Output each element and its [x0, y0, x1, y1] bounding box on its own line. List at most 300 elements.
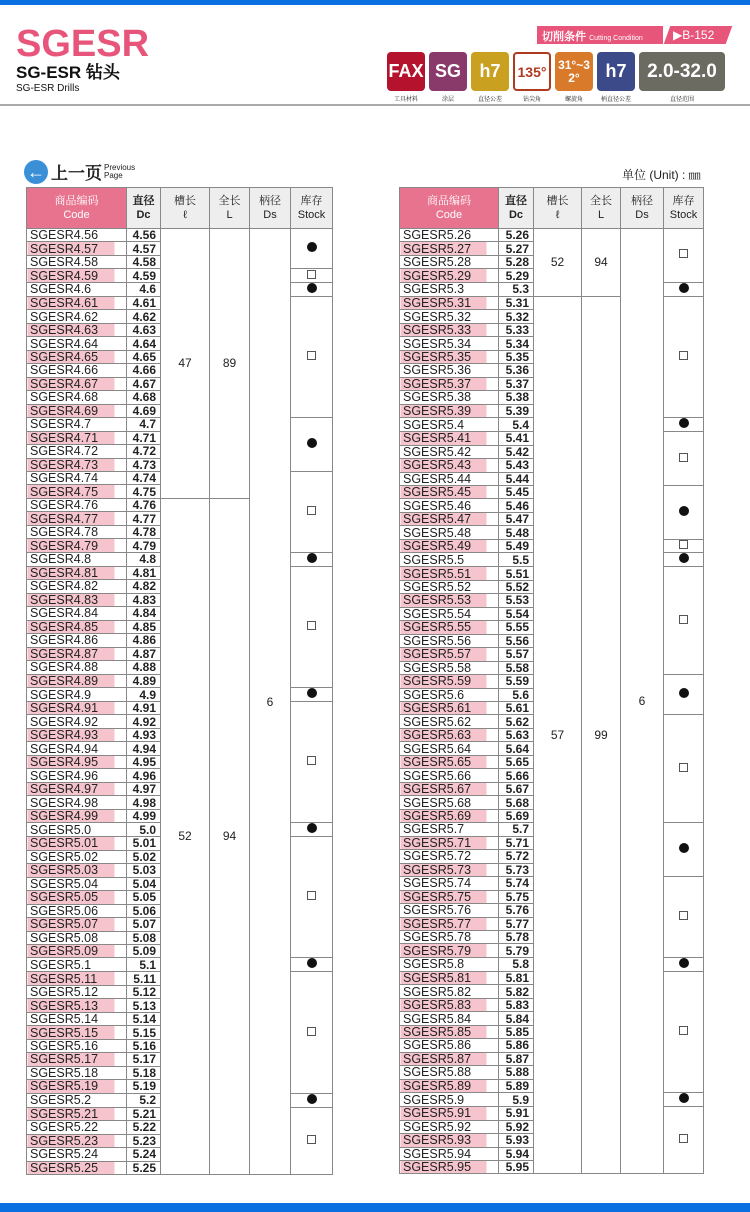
product-code[interactable]: SGESR5.18: [27, 1066, 127, 1079]
diameter: 5.84: [499, 1012, 534, 1025]
product-code[interactable]: SGESR4.93: [27, 728, 127, 741]
product-code[interactable]: SGESR5.41: [400, 432, 499, 445]
product-code[interactable]: SGESR5.22: [27, 1121, 127, 1134]
product-code[interactable]: SGESR5.09: [27, 944, 127, 957]
filled-circle-icon: [679, 283, 689, 293]
product-code[interactable]: SGESR5.7: [400, 823, 499, 836]
diameter: 5.35: [499, 350, 534, 363]
product-code[interactable]: SGESR4.61: [27, 296, 127, 309]
diameter: 5.25: [127, 1161, 161, 1174]
column-header-flute: [161, 188, 210, 229]
empty-square-icon: [307, 1027, 316, 1036]
product-code[interactable]: SGESR5.24: [27, 1148, 127, 1161]
made-to-order-cell: [291, 972, 333, 1093]
column-header-len: [210, 188, 250, 229]
product-code[interactable]: SGESR4.59: [27, 269, 127, 282]
product-code[interactable]: SGESR5.52: [400, 580, 499, 593]
product-code[interactable]: SGESR5.49: [400, 539, 499, 552]
empty-square-icon: [679, 763, 688, 772]
product-code[interactable]: SGESR4.6: [27, 282, 127, 296]
diameter: 5.45: [499, 485, 534, 498]
diameter: 4.76: [127, 498, 161, 511]
diameter: 5.43: [499, 459, 534, 472]
product-code[interactable]: SGESR5.08: [27, 931, 127, 944]
table-row: [400, 229, 704, 242]
in-stock-cell: [291, 688, 333, 702]
in-stock-cell: [291, 229, 333, 269]
made-to-order-cell: [664, 877, 704, 958]
product-code[interactable]: SGESR5.4: [400, 418, 499, 432]
product-code[interactable]: SGESR4.77: [27, 512, 127, 525]
product-code[interactable]: SGESR5.62: [400, 715, 499, 728]
product-code[interactable]: SGESR5.0: [27, 823, 127, 837]
diameter: 4.8: [127, 552, 161, 566]
diameter: 5.14: [127, 1012, 161, 1025]
back-label-en-2: Page: [104, 170, 123, 180]
made-to-order-cell: [664, 296, 704, 417]
diameter: 4.68: [127, 391, 161, 404]
diameter: 5.21: [127, 1107, 161, 1120]
product-code[interactable]: SGESR4.76: [27, 498, 127, 511]
product-code[interactable]: SGESR4.68: [27, 391, 127, 404]
product-code[interactable]: SGESR5.8: [400, 957, 499, 971]
diameter: 5.2: [127, 1093, 161, 1107]
product-code[interactable]: SGESR5.74: [400, 877, 499, 890]
product-code[interactable]: SGESR5.02: [27, 850, 127, 863]
diameter: 5.31: [499, 296, 534, 309]
empty-square-icon: [307, 1135, 316, 1144]
diameter: 5.94: [499, 1147, 534, 1160]
product-code[interactable]: SGESR5.06: [27, 904, 127, 917]
filled-circle-icon: [679, 1093, 689, 1103]
product-code[interactable]: SGESR5.23: [27, 1134, 127, 1147]
product-code[interactable]: SGESR4.94: [27, 742, 127, 755]
spec-icon-value: 31°~32°: [555, 52, 593, 91]
spec-icon: [555, 52, 593, 103]
product-code[interactable]: SGESR5.53: [400, 594, 499, 607]
empty-square-icon: [307, 756, 316, 765]
empty-square-icon: [679, 1134, 688, 1143]
product-code[interactable]: SGESR5.88: [400, 1066, 499, 1079]
column-header-label: 直径: [132, 195, 155, 207]
made-to-order-cell: [664, 971, 704, 1092]
product-code[interactable]: SGESR5.1: [27, 958, 127, 972]
spec-icon-label: 直径公差: [477, 97, 502, 103]
arrow-left-icon: ←: [24, 160, 48, 184]
column-header-label: 商品编码: [54, 195, 99, 207]
product-code[interactable]: SGESR5.65: [400, 755, 499, 768]
product-code[interactable]: SGESR5.76: [400, 904, 499, 917]
diameter: 5.91: [499, 1107, 534, 1120]
product-code[interactable]: SGESR5.95: [400, 1161, 499, 1174]
diameter: 4.59: [127, 269, 161, 282]
diameter: 5.92: [499, 1120, 534, 1133]
product-code[interactable]: SGESR4.88: [27, 661, 127, 674]
previous-page-button[interactable]: [24, 159, 135, 184]
column-header-label-en: Ds: [635, 209, 649, 221]
diameter: 5.44: [499, 472, 534, 485]
diameter: 4.6: [127, 282, 161, 296]
diameter: 5.53: [499, 594, 534, 607]
product-code[interactable]: SGESR5.94: [400, 1147, 499, 1160]
product-code[interactable]: SGESR4.65: [27, 350, 127, 363]
product-code[interactable]: SGESR4.84: [27, 607, 127, 620]
product-code[interactable]: SGESR4.91: [27, 702, 127, 715]
product-code[interactable]: SGESR5.26: [400, 229, 499, 242]
product-code[interactable]: SGESR4.86: [27, 634, 127, 647]
made-to-order-cell: [664, 1107, 704, 1174]
diameter: 5.03: [127, 864, 161, 877]
product-code[interactable]: SGESR4.56: [27, 229, 127, 242]
product-code[interactable]: SGESR5.85: [400, 1025, 499, 1038]
diameter: 5.73: [499, 863, 534, 876]
diameter: 5.61: [499, 702, 534, 715]
product-code[interactable]: SGESR4.9: [27, 688, 127, 702]
spec-icon: [639, 52, 725, 103]
diameter: 5.39: [499, 404, 534, 417]
diameter: 5.51: [499, 567, 534, 580]
diameter: 5.81: [499, 971, 534, 984]
product-code[interactable]: SGESR5.93: [400, 1134, 499, 1147]
product-code[interactable]: SGESR5.13: [27, 999, 127, 1012]
diameter: 5.24: [127, 1148, 161, 1161]
product-code[interactable]: SGESR5.69: [400, 809, 499, 822]
product-code[interactable]: SGESR5.71: [400, 836, 499, 849]
diameter: 5.05: [127, 891, 161, 904]
product-code[interactable]: SGESR5.07: [27, 918, 127, 931]
product-code[interactable]: SGESR4.7: [27, 418, 127, 431]
product-code[interactable]: SGESR5.87: [400, 1052, 499, 1065]
diameter: 5.29: [499, 269, 534, 282]
product-code[interactable]: SGESR5.66: [400, 769, 499, 782]
column-header-label-en: Code: [435, 209, 463, 221]
product-code[interactable]: SGESR5.58: [400, 661, 499, 674]
back-label-en: Previous: [104, 162, 136, 172]
diameter: 5.58: [499, 661, 534, 674]
column-header-label: 全长: [590, 195, 612, 207]
spec-icon: [387, 52, 425, 103]
diameter: 5.0: [127, 823, 161, 837]
product-code[interactable]: SGESR5.6: [400, 688, 499, 701]
product-code[interactable]: SGESR5.48: [400, 526, 499, 539]
filled-circle-icon: [307, 283, 317, 293]
column-header-label: 柄径: [631, 195, 653, 207]
product-code[interactable]: SGESR5.39: [400, 404, 499, 417]
product-code[interactable]: SGESR5.01: [27, 837, 127, 850]
diameter: 4.83: [127, 593, 161, 606]
diameter: 4.93: [127, 728, 161, 741]
diameter: 5.57: [499, 648, 534, 661]
diameter: 5.59: [499, 675, 534, 688]
diameter: 5.12: [127, 985, 161, 998]
diameter: 5.38: [499, 391, 534, 404]
flute-length: 52: [161, 498, 210, 1174]
diameter: 4.61: [127, 296, 161, 309]
diameter: 4.67: [127, 377, 161, 390]
spec-icon: [597, 52, 635, 103]
product-code[interactable]: SGESR4.97: [27, 782, 127, 795]
product-code[interactable]: SGESR5.63: [400, 728, 499, 741]
diameter: 4.85: [127, 620, 161, 633]
diameter: 4.65: [127, 350, 161, 363]
product-code[interactable]: SGESR5.31: [400, 296, 499, 309]
empty-square-icon: [679, 1026, 688, 1035]
product-code[interactable]: SGESR5.92: [400, 1120, 499, 1133]
product-code[interactable]: SGESR5.05: [27, 891, 127, 904]
in-stock-cell: [664, 823, 704, 877]
diameter: 5.55: [499, 621, 534, 634]
product-code[interactable]: SGESR5.5: [400, 553, 499, 567]
column-header-dc: [127, 188, 161, 229]
column-header-label-en: L: [226, 209, 233, 221]
product-code[interactable]: SGESR4.89: [27, 674, 127, 687]
in-stock-cell: [291, 552, 333, 566]
column-header-stock: [664, 188, 704, 229]
column-header-label: 全长: [218, 195, 241, 207]
product-code[interactable]: SGESR5.2: [27, 1093, 127, 1107]
product-code[interactable]: SGESR5.59: [400, 675, 499, 688]
product-code[interactable]: SGESR4.96: [27, 769, 127, 782]
product-code[interactable]: SGESR5.72: [400, 850, 499, 863]
spec-icon-label: 钻尖角: [522, 97, 541, 103]
product-code[interactable]: SGESR5.04: [27, 877, 127, 890]
column-header-label: 柄径: [259, 195, 281, 207]
product-code[interactable]: SGESR5.73: [400, 863, 499, 876]
shank-diameter: 6: [250, 229, 291, 1175]
in-stock-cell: [664, 957, 704, 971]
product-code[interactable]: SGESR5.34: [400, 337, 499, 350]
diameter: 5.41: [499, 432, 534, 445]
product-code[interactable]: SGESR5.68: [400, 796, 499, 809]
product-code[interactable]: SGESR4.87: [27, 647, 127, 660]
product-code[interactable]: SGESR4.71: [27, 431, 127, 444]
product-code[interactable]: SGESR4.8: [27, 552, 127, 566]
filled-circle-icon: [679, 688, 689, 698]
column-header-len: [582, 188, 621, 229]
filled-circle-icon: [679, 418, 689, 428]
product-code[interactable]: SGESR5.36: [400, 364, 499, 377]
shank-diameter: 6: [621, 229, 664, 1174]
product-code[interactable]: SGESR5.46: [400, 499, 499, 512]
product-code[interactable]: SGESR5.43: [400, 459, 499, 472]
product-code[interactable]: SGESR4.62: [27, 310, 127, 323]
product-code[interactable]: SGESR4.67: [27, 377, 127, 390]
filled-circle-icon: [307, 1094, 317, 1104]
filled-circle-icon: [307, 242, 317, 252]
column-header-label-en: Ds: [263, 209, 277, 221]
product-code[interactable]: SGESR5.15: [27, 1026, 127, 1039]
empty-square-icon: [307, 351, 316, 360]
spec-icon-value: 135°: [513, 52, 551, 91]
product-code[interactable]: SGESR5.67: [400, 782, 499, 795]
product-code[interactable]: SGESR4.64: [27, 337, 127, 350]
product-code[interactable]: SGESR5.89: [400, 1079, 499, 1092]
product-code[interactable]: SGESR5.77: [400, 917, 499, 930]
product-code[interactable]: SGESR4.63: [27, 323, 127, 336]
column-header-dc: [499, 188, 534, 229]
product-code[interactable]: SGESR4.78: [27, 525, 127, 538]
product-code[interactable]: SGESR5.61: [400, 702, 499, 715]
product-code[interactable]: SGESR5.27: [400, 242, 499, 255]
product-code[interactable]: SGESR5.25: [27, 1161, 127, 1174]
in-stock-cell: [664, 675, 704, 715]
product-code[interactable]: SGESR4.83: [27, 593, 127, 606]
product-code[interactable]: SGESR5.29: [400, 269, 499, 282]
product-code[interactable]: SGESR5.38: [400, 391, 499, 404]
spec-icon-value: h7: [471, 52, 509, 91]
diameter: 4.9: [127, 688, 161, 702]
product-code[interactable]: SGESR4.98: [27, 796, 127, 809]
product-code[interactable]: SGESR5.33: [400, 323, 499, 336]
product-code[interactable]: SGESR5.12: [27, 985, 127, 998]
diameter: 5.7: [499, 823, 534, 836]
empty-square-icon: [679, 540, 688, 549]
spec-icon-label: 直径范围: [669, 97, 694, 103]
product-code[interactable]: SGESR5.44: [400, 472, 499, 485]
diameter: 5.83: [499, 998, 534, 1011]
product-code[interactable]: SGESR5.32: [400, 310, 499, 323]
diameter: 5.88: [499, 1066, 534, 1079]
diameter: 4.82: [127, 580, 161, 593]
column-header-flute: [534, 188, 582, 229]
diameter: 5.34: [499, 337, 534, 350]
product-table-right: [399, 187, 704, 1174]
diameter: 4.64: [127, 337, 161, 350]
product-code[interactable]: SGESR4.81: [27, 566, 127, 579]
product-code[interactable]: SGESR4.99: [27, 809, 127, 822]
product-code[interactable]: SGESR4.95: [27, 755, 127, 768]
diameter: 5.1: [127, 958, 161, 972]
column-header-label-en: ℓ: [555, 209, 560, 221]
product-code[interactable]: SGESR5.82: [400, 985, 499, 998]
diameter: 5.85: [499, 1025, 534, 1038]
column-header-label-en: Dc: [508, 209, 524, 221]
product-code[interactable]: SGESR5.79: [400, 944, 499, 957]
column-header-label-en: Dc: [136, 209, 151, 221]
product-code[interactable]: SGESR5.56: [400, 634, 499, 647]
product-code[interactable]: SGESR5.55: [400, 621, 499, 634]
made-to-order-cell: [664, 432, 704, 486]
spec-icon-value: 2.0-32.0: [639, 52, 725, 91]
in-stock-cell: [291, 418, 333, 472]
in-stock-cell: [664, 1093, 704, 1107]
product-code[interactable]: SGESR5.28: [400, 255, 499, 268]
diameter: 5.86: [499, 1039, 534, 1052]
product-code[interactable]: SGESR5.19: [27, 1080, 127, 1093]
product-code[interactable]: SGESR4.69: [27, 404, 127, 417]
product-code[interactable]: SGESR4.92: [27, 715, 127, 728]
spec-icon: [429, 52, 467, 103]
product-code[interactable]: SGESR5.54: [400, 607, 499, 620]
product-code[interactable]: SGESR5.21: [27, 1107, 127, 1120]
product-code[interactable]: SGESR5.9: [400, 1093, 499, 1107]
diameter: 4.66: [127, 364, 161, 377]
product-code[interactable]: SGESR4.66: [27, 364, 127, 377]
product-code[interactable]: SGESR5.91: [400, 1107, 499, 1120]
diameter: 5.04: [127, 877, 161, 890]
product-code[interactable]: SGESR4.57: [27, 242, 127, 255]
column-header-ds: [250, 188, 291, 229]
product-code[interactable]: SGESR4.73: [27, 458, 127, 471]
diameter: 4.7: [127, 418, 161, 431]
made-to-order-cell: [291, 471, 333, 552]
product-code[interactable]: SGESR5.11: [27, 972, 127, 985]
made-to-order-cell: [291, 296, 333, 417]
back-label: 上一页: [51, 164, 102, 183]
product-code[interactable]: SGESR5.86: [400, 1039, 499, 1052]
product-code[interactable]: SGESR4.85: [27, 620, 127, 633]
product-code[interactable]: SGESR5.03: [27, 864, 127, 877]
product-code[interactable]: SGESR5.84: [400, 1012, 499, 1025]
diameter: 5.22: [127, 1121, 161, 1134]
product-code[interactable]: SGESR5.37: [400, 377, 499, 390]
product-code[interactable]: SGESR5.16: [27, 1039, 127, 1052]
diameter: 5.71: [499, 836, 534, 849]
overall-length: 89: [210, 229, 250, 499]
product-code[interactable]: SGESR4.58: [27, 255, 127, 268]
made-to-order-cell: [291, 837, 333, 958]
product-code[interactable]: SGESR5.14: [27, 1012, 127, 1025]
diameter: 5.06: [127, 904, 161, 917]
diameter: 4.91: [127, 702, 161, 715]
empty-square-icon: [307, 621, 316, 630]
product-code[interactable]: SGESR5.3: [400, 282, 499, 296]
product-code[interactable]: SGESR5.17: [27, 1053, 127, 1066]
diameter: 5.63: [499, 728, 534, 741]
flute-length: 52: [534, 229, 582, 297]
spec-icon-value: h7: [597, 52, 635, 91]
product-code[interactable]: SGESR5.42: [400, 445, 499, 458]
column-header-ds: [621, 188, 664, 229]
made-to-order-cell: [291, 1107, 333, 1174]
product-code[interactable]: SGESR5.57: [400, 648, 499, 661]
diameter: 4.56: [127, 229, 161, 242]
product-code[interactable]: SGESR5.64: [400, 742, 499, 755]
bottom-bar: [0, 1203, 750, 1212]
diameter: 5.28: [499, 255, 534, 268]
product-code[interactable]: SGESR5.47: [400, 512, 499, 525]
diameter: 4.79: [127, 539, 161, 552]
diameter: 4.71: [127, 431, 161, 444]
diameter: 5.77: [499, 917, 534, 930]
product-subtitle-en: SG-ESR Drills: [16, 83, 80, 94]
diameter: 5.27: [499, 242, 534, 255]
diameter: 5.32: [499, 310, 534, 323]
product-code[interactable]: SGESR5.78: [400, 930, 499, 943]
product-code[interactable]: SGESR5.35: [400, 350, 499, 363]
product-code[interactable]: SGESR4.74: [27, 471, 127, 484]
empty-square-icon: [679, 911, 688, 920]
product-code[interactable]: SGESR5.45: [400, 485, 499, 498]
product-code[interactable]: SGESR4.79: [27, 539, 127, 552]
product-code[interactable]: SGESR4.82: [27, 580, 127, 593]
diameter: 4.88: [127, 661, 161, 674]
table-row: [27, 229, 333, 242]
in-stock-cell: [291, 823, 333, 837]
spec-icon-label: 柄直径公差: [600, 97, 631, 103]
product-code[interactable]: SGESR5.83: [400, 998, 499, 1011]
overall-length: 94: [210, 498, 250, 1174]
top-bar: [0, 0, 750, 5]
cutting-condition-link[interactable]: [537, 26, 733, 44]
diameter: 4.89: [127, 674, 161, 687]
product-code[interactable]: SGESR4.72: [27, 445, 127, 458]
product-code[interactable]: SGESR5.81: [400, 971, 499, 984]
column-header-label: 槽长: [546, 195, 569, 207]
product-code[interactable]: SGESR5.51: [400, 567, 499, 580]
product-code[interactable]: SGESR4.75: [27, 485, 127, 498]
product-code[interactable]: SGESR5.75: [400, 890, 499, 903]
